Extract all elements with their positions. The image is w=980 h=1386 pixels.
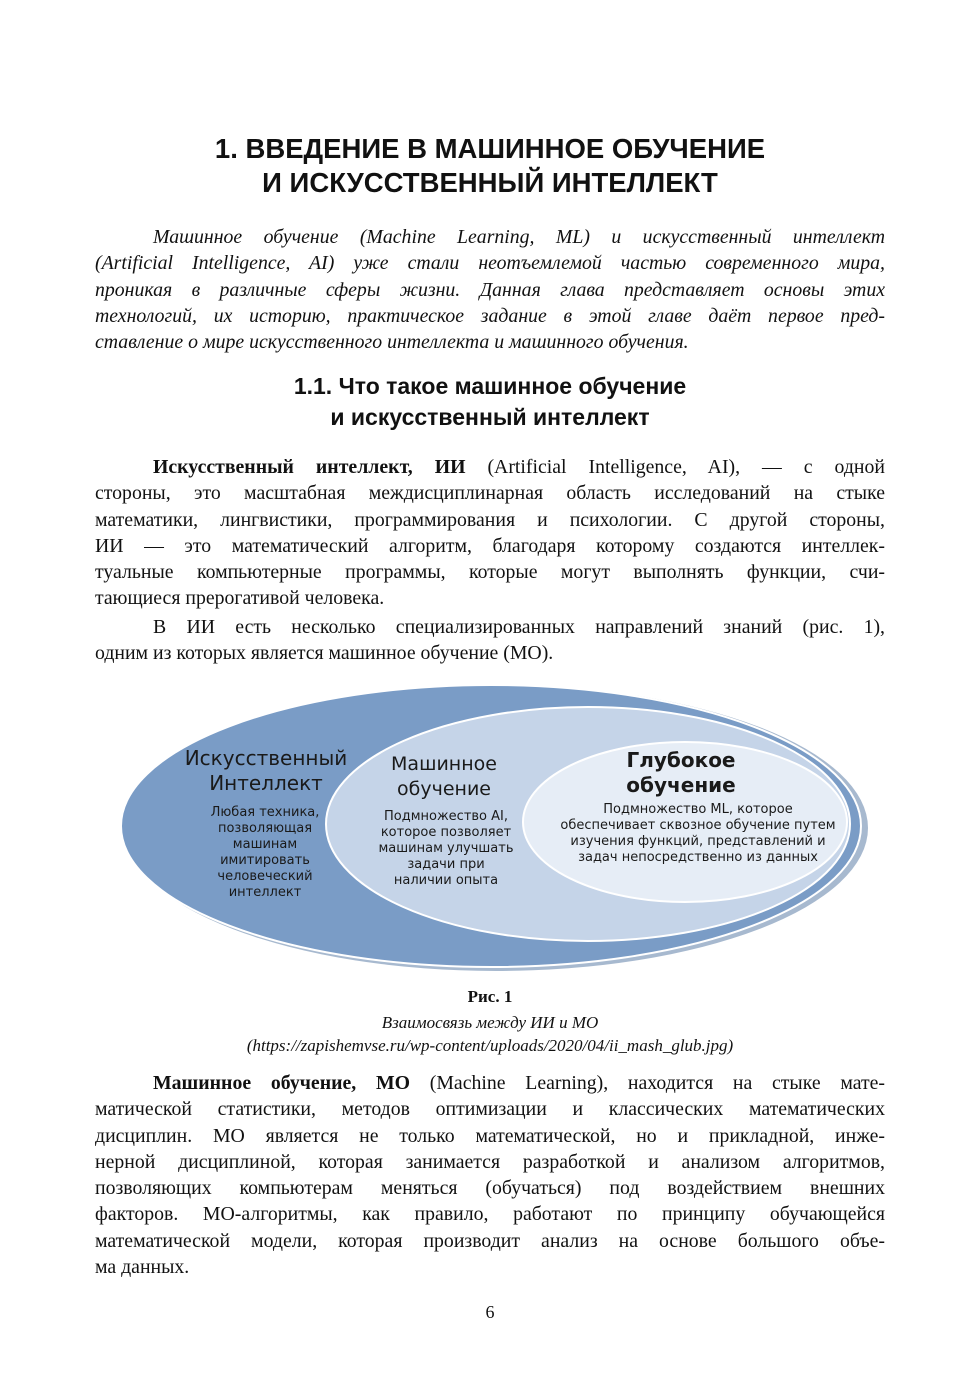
figure-caption-line-1: Взаимосвязь между ИИ и МО (381, 1013, 599, 1032)
paragraph-line (95, 1070, 885, 1096)
paragraph-line: ма данных. (95, 1256, 190, 1279)
intro-line: (Artificial Intelligence, AI) уже стали неотъемлемой частью современного мира, (95, 252, 885, 275)
term-ai: Искусственный интеллект, ИИ (153, 456, 466, 478)
intro-line: Машинное обучение (Machine Learning, ML) и искусственный интеллект (153, 226, 885, 248)
ai-desc-line: интеллект (228, 885, 302, 900)
term-ml: Машинное обучение, МО (153, 1072, 411, 1094)
paragraph-line: стороны, это масштабная междисциплинарная область исследований на стыке (95, 482, 885, 505)
ml-desc-line: машинам улучшать (378, 841, 514, 856)
paragraph-line: нерной дисциплиной, которая занимается разработкой и анализом алгоритмов, (95, 1150, 885, 1173)
figure-label: Рис. 1 (467, 987, 513, 1006)
ai-title-line: Искусственный (184, 746, 348, 770)
dl-desc-line: обеспечивает сквозное обучение путем (560, 818, 836, 833)
section-title (95, 371, 885, 433)
dl-desc-line: задач непосредственно из данных (578, 850, 818, 865)
figure-caption (95, 1011, 885, 1057)
chapter-title-line-1: 1. ВВЕДЕНИЕ В МАШИННОЕ ОБУЧЕНИЕ (214, 133, 766, 164)
paragraph-ml-definition (95, 1070, 885, 1280)
paragraph-ai-definition (95, 454, 885, 612)
section-title-line-2: и искусственный интеллект (330, 404, 650, 430)
dl-title-line: обучение (626, 773, 736, 797)
intro-line: проникая в различные сферы жизни. Данная глава представляет основы этих (95, 278, 885, 301)
paragraph-line: туальные компьютерные программы, которые могут выполнять функции, счи- (95, 561, 885, 584)
ai-ml-dl-diagram (118, 686, 870, 976)
ml-desc-line: наличии опыта (393, 873, 499, 888)
ai-desc-line: позволяющая (217, 821, 313, 836)
ai-desc-line: машинам (232, 837, 298, 852)
paragraph-ai-directions (95, 614, 885, 667)
ai-desc-line: Любая техника, (210, 805, 320, 820)
chapter-title-line-2: И ИСКУССТВЕННЫЙ ИНТЕЛЛЕКТ (262, 167, 718, 198)
intro-line: ставление о мире искусственного интеллекта и машинного обучения. (95, 331, 689, 354)
paragraph-line: матической статистики, методов оптимизации и классических математических (95, 1098, 885, 1121)
paragraph-line: математики, лингвистики, программирования и психологии. С другой стороны, (95, 508, 885, 531)
dl-desc-line: изучения функций, представлений и (570, 834, 826, 849)
paragraph-line: В ИИ есть несколько специализированных направлений знаний (рис. 1), (153, 616, 885, 638)
paragraph-text: (Machine Learning), находится на стыке мате- (410, 1072, 885, 1094)
paragraph-line: тающиеся прерогативой человека. (95, 587, 385, 610)
ai-desc-line: имитировать (220, 853, 310, 868)
paragraph-line (95, 454, 885, 480)
ml-desc-line: Подмножество AI, (383, 809, 509, 824)
paragraph-line: дисциплин. МО является не только математической, но и прикладной, инже- (95, 1124, 885, 1147)
ml-title-line: обучение (397, 778, 491, 800)
chapter-intro (95, 224, 885, 355)
ml-title-line: Машинное (391, 753, 497, 775)
page-number: 6 (485, 1302, 495, 1322)
paragraph-line: ИИ — это математический алгоритм, благодаря которому создаются интеллек- (95, 534, 885, 557)
section-title-line-1: 1.1. Что такое машинное обучение (293, 373, 687, 399)
dl-desc-line: Подмножество ML, которое (603, 802, 793, 817)
paragraph-line: одним из которых является машинное обучение (МО). (95, 642, 554, 665)
ml-desc-line: которое позволяет (380, 825, 512, 840)
ai-desc-line: человеческий (217, 869, 313, 884)
chapter-title (95, 132, 885, 200)
dl-title-line: Глубокое (626, 748, 736, 772)
paragraph-text: (Artificial Intelligence, AI), — с одной (465, 456, 885, 478)
figure-caption-source: (https://zapishemvse.ru/wp-content/uploads/2020/04/ii_mash_glub.jpg) (246, 1036, 734, 1055)
paragraph-line: позволяющих компьютерам меняться (обучаться) под воздействием внешних (95, 1177, 885, 1200)
ml-desc-line: задачи при (407, 857, 485, 872)
paragraph-line: математической модели, которая производит анализ на основе большого объе- (95, 1229, 885, 1252)
paragraph-line: факторов. МО-алгоритмы, как правило, работают по принципу обучающейся (95, 1203, 885, 1226)
intro-line: технологий, их историю, практическое задание в этой главе даёт первое пред- (95, 304, 885, 327)
ai-title-line: Интеллект (209, 771, 323, 795)
